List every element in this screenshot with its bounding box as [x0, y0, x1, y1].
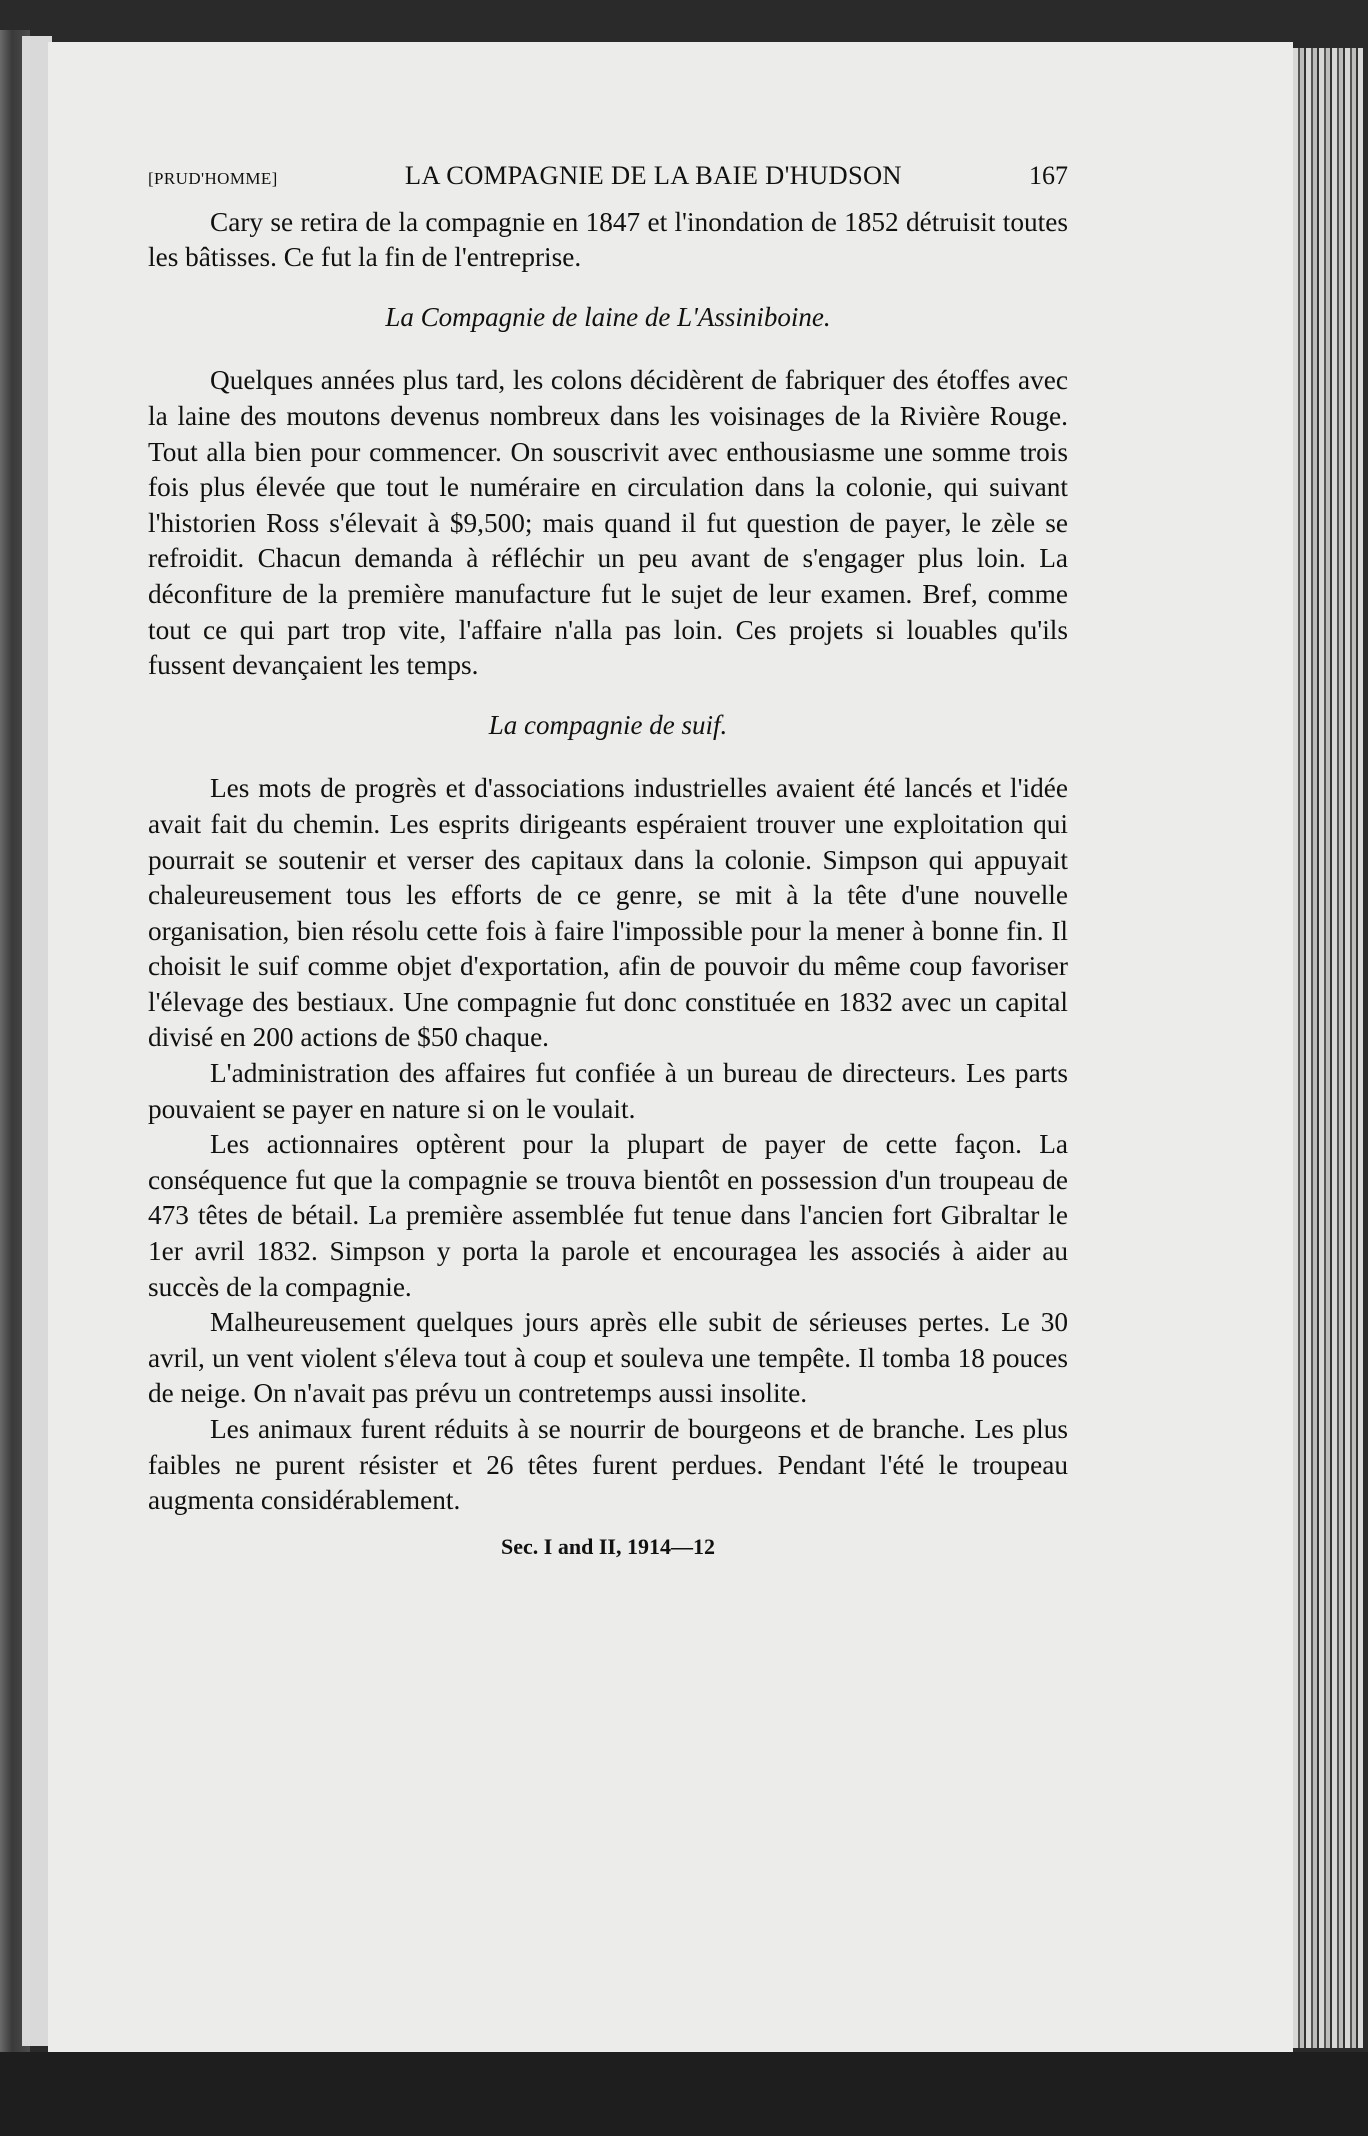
paragraph: Quelques années plus tard, les colons décidèrent de fabriquer des étoffes avec la laine des moutons devenus nombreux dans les voisinages de la Rivière Rouge. Tout alla bien pour commencer. On souscrivit avec enthousiasme une somme trois fois plus élevée que tout le numéraire en circulation dans la colonie, qui suivant l'historien Ross s'élevait à $9,500; mais quand il fut question de payer, le zèle se refroidit. Chacun demanda à réfléchir un peu avant de s'engager plus loin. La déconfiture de la première manufacture fut le sujet de leur examen. Bref, comme tout ce qui part trop vite, l'affaire n'alla pas loin. Ces projets si louables qu'ils fussent devançaient les temps. [148, 365, 1068, 681]
paragraph: Cary se retira de la compagnie en 1847 et l'inondation de 1852 détruisit toutes les bâtisses. Ce fut la fin de l'entreprise. [148, 206, 1068, 273]
paragraph: Malheureusement quelques jours après elle subit de sérieuses pertes. Le 30 avril, un vent violent s'éleva tout à coup et souleva une tempête. Il tomba 18 pouces de neige. On n'avait pas prévu un contretemps aussi insolite. [148, 1307, 1068, 1409]
paragraph: Les animaux furent réduits à se nourrir de bourgeons et de branche. Les plus faibles ne purent résister et 26 têtes furent perdues. Pendant l'été le troupeau augmenta considérablement. [148, 1414, 1068, 1516]
scanner-bottom-edge [0, 2052, 1368, 2136]
running-head-author: [PRUD'HOMME] [148, 169, 278, 188]
page-text [148, 158, 1068, 1564]
running-head-title: LA COMPAGNIE DE LA BAIE D'HUDSON [404, 160, 902, 190]
section-heading: La compagnie de suif. [488, 709, 728, 740]
page-stack-edges [1293, 48, 1363, 2048]
paragraph: L'administration des affaires fut confiée à un bureau de directeurs. Les parts pouvaient se payer en nature si on le voulait. [148, 1058, 1068, 1124]
running-head [148, 158, 1068, 197]
paragraph: Les actionnaires optèrent pour la plupart de payer de cette façon. La conséquence fut que la compagnie se trouva bientôt en possession d'un troupeau de 473 têtes de bétail. La première assemblée fut tenue dans l'ancien fort Gibraltar le 1er avril 1832. Simpson y porta la parole et encouragea les associés à aider au succès de la compagnie. [148, 1129, 1068, 1302]
paragraph: Les mots de progrès et d'associations industrielles avaient été lancés et l'idée avait fait du chemin. Les esprits dirigeants espéraient trouver une exploitation qui pourrait se soutenir et verser des capitaux dans la colonie. Simpson qui appuyait chaleureusement tous les efforts de ce genre, se mit à la tête d'une nouvelle organisation, bien résolu cette fois à faire l'impossible pour la mener à bonne fin. Il choisit le suif comme objet d'exportation, afin de pouvoir du même coup favoriser l'élevage des bestiaux. Une compagnie fut donc constituée en 1832 avec un capital divisé en 200 actions de $50 chaque. [148, 773, 1068, 1053]
signature-line: Sec. I and II, 1914—12 [501, 1533, 715, 1559]
page-number: 167 [1029, 161, 1068, 190]
section-heading: La Compagnie de laine de L'Assiniboine. [385, 301, 831, 332]
